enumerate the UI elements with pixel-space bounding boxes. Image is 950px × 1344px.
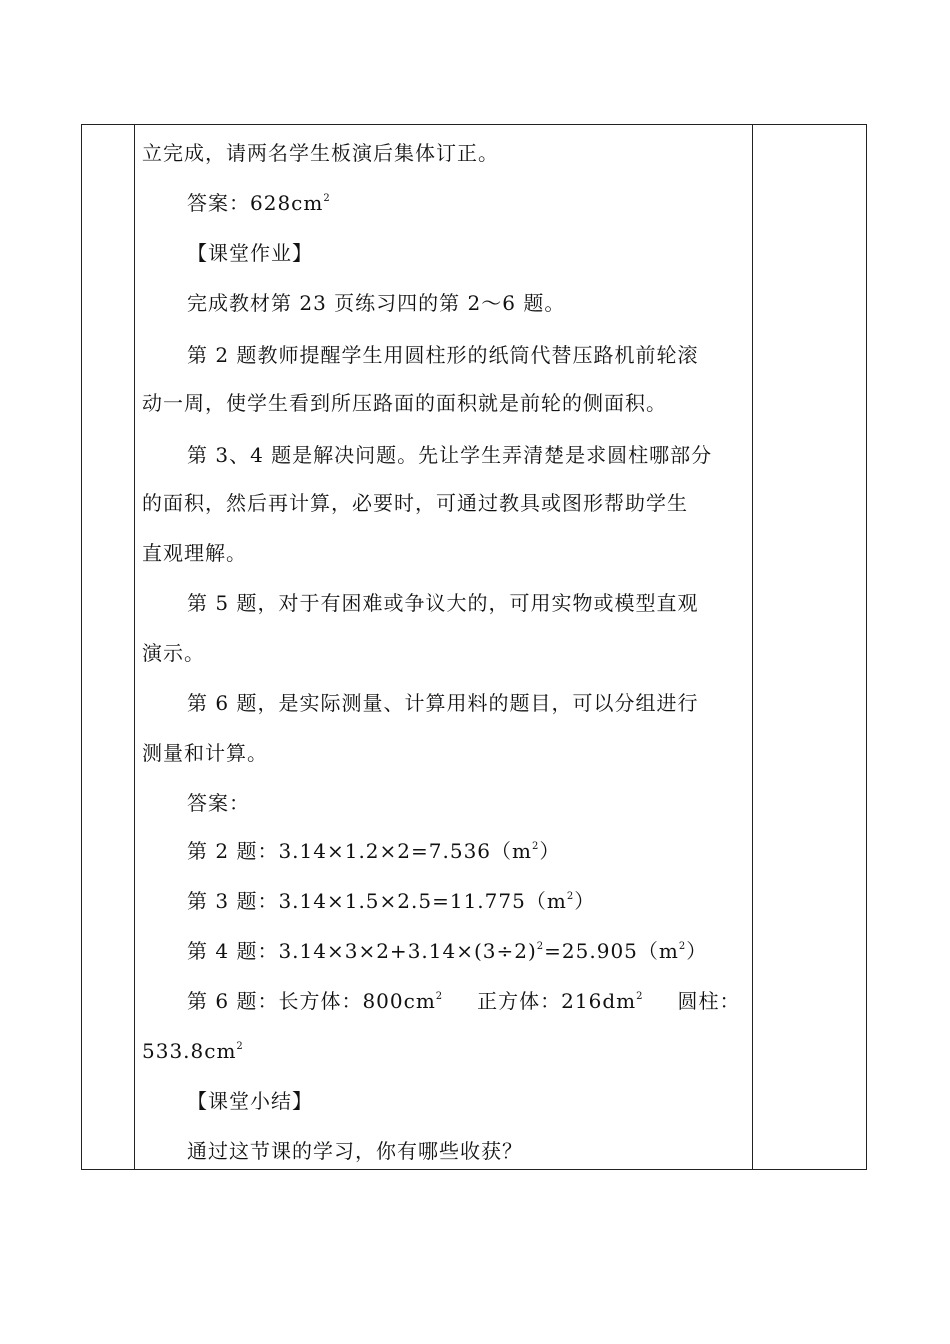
superscript: 2 <box>636 991 644 1002</box>
answer-text: 第 4 题：3.14×3×2+3.14×(3÷2) <box>187 939 537 963</box>
answer-text: 第 3 题：3.14×1.5×2.5=11.775（m <box>187 889 567 913</box>
text-line: 测量和计算。 <box>142 741 268 765</box>
answer-line <box>187 989 740 1013</box>
answer-text: 答案：628cm <box>187 191 324 215</box>
superscript: 2 <box>323 193 331 204</box>
superscript: 2 <box>678 941 687 952</box>
column-divider-left <box>134 125 135 1169</box>
answer-text: 圆柱： <box>677 989 741 1013</box>
superscript: 2 <box>566 891 575 902</box>
text-line: 第 5 题，对于有困难或争议大的，可用实物或模型直观 <box>187 591 699 615</box>
answer-text: ） <box>686 939 708 963</box>
answer-line <box>187 939 707 963</box>
answer-text: 533.8cm <box>142 1039 237 1063</box>
superscript: 2 <box>435 991 444 1002</box>
text-line: 立完成，请两名学生板演后集体订正。 <box>142 141 499 165</box>
answer-text: 正方体：216dm <box>477 989 637 1013</box>
superscript: 2 <box>532 841 540 852</box>
answer-text: 第 6 题：长方体：800cm <box>187 989 436 1013</box>
text-line: 通过这节课的学习，你有哪些收获？ <box>187 1139 523 1163</box>
lesson-table <box>81 124 867 1170</box>
text-line: 直观理解。 <box>142 541 247 565</box>
answer-line <box>187 839 560 863</box>
superscript: 2 <box>236 1041 244 1052</box>
answer-text: 第 2 题：3.14×1.2×2=7.536（m <box>187 839 532 863</box>
text-line: 第 6 题，是实际测量、计算用料的题目，可以分组进行 <box>187 691 699 715</box>
section-heading-summary: 【课堂小结】 <box>187 1089 313 1113</box>
text-line: 动一周，使学生看到所压路面的面积就是前轮的侧面积。 <box>142 391 667 415</box>
superscript: 2 <box>536 941 545 952</box>
answer-label: 答案： <box>187 791 250 815</box>
text-line: 演示。 <box>142 641 205 665</box>
answer-line <box>187 889 595 913</box>
text-line: 完成教材第 23 页练习四的第 2～6 题。 <box>187 291 566 315</box>
section-heading-classwork: 【课堂作业】 <box>187 241 313 265</box>
answer-text: ） <box>539 839 561 863</box>
text-line: 的面积，然后再计算，必要时，可通过教具或图形帮助学生 <box>142 491 688 515</box>
answer-line <box>142 1039 244 1063</box>
answer-line <box>187 191 331 215</box>
answer-text: ） <box>574 889 596 913</box>
text-line: 第 2 题教师提醒学生用圆柱形的纸筒代替压路机前轮滚 <box>187 343 699 367</box>
text-line: 第 3、4 题是解决问题。先让学生弄清楚是求圆柱哪部分 <box>187 443 713 467</box>
column-divider-right <box>752 125 753 1169</box>
answer-text: =25.905（m <box>544 939 679 963</box>
